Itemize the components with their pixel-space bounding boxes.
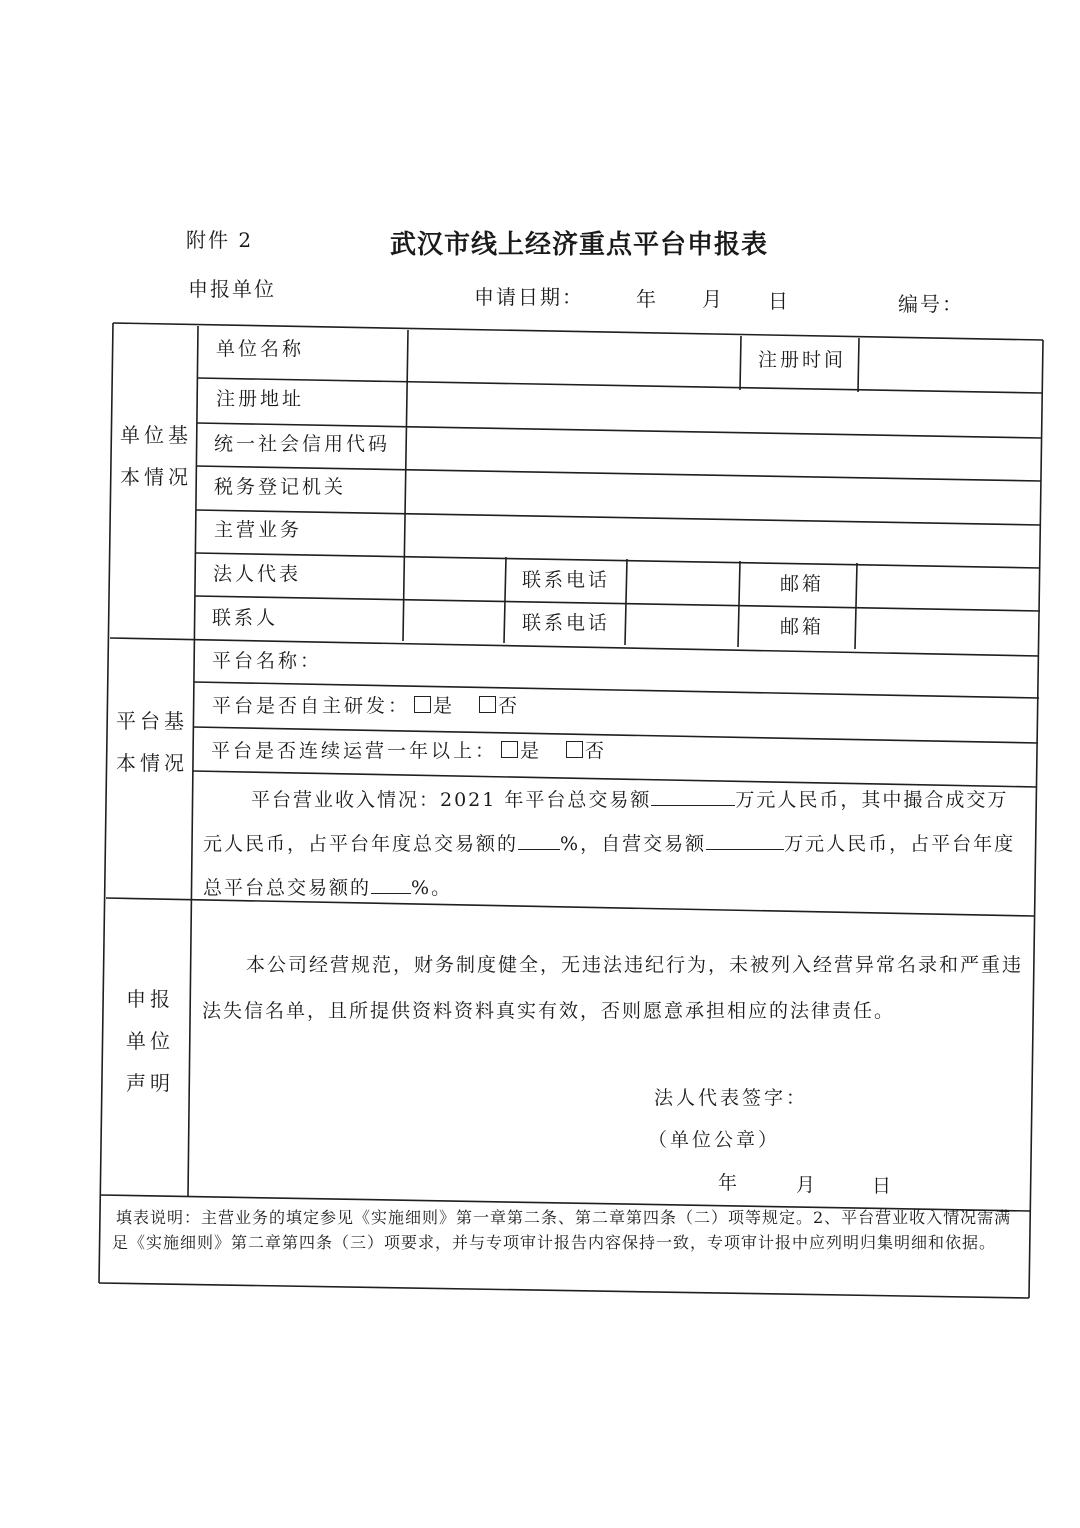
self-dev-no-label: 否 — [498, 695, 521, 717]
revenue-paragraph — [203, 778, 1029, 910]
legal-rep-field[interactable] — [408, 561, 502, 601]
self-dev-label: 平台是否自主研发： — [212, 695, 411, 717]
legal-rep-phone-field[interactable] — [630, 564, 736, 604]
contact-phone-field[interactable] — [629, 607, 735, 647]
signature-label: 法人代表签字： — [654, 1087, 809, 1109]
section-unit-info: 单位基本情况 — [120, 423, 192, 489]
matching-ratio-blank[interactable] — [518, 831, 560, 850]
revenue-text-2: 万元人民币，其中撮合成交 — [735, 789, 988, 811]
platform-name-label: 平台名称： — [212, 650, 323, 672]
apply-day-label: 日 — [768, 289, 790, 313]
tax-office-field[interactable] — [409, 474, 1037, 516]
apply-month-label: 月 — [702, 287, 724, 311]
serial-number-label: 编号： — [898, 292, 964, 316]
main-business-label: 主营业务 — [214, 519, 303, 541]
register-time-field[interactable] — [864, 344, 1038, 390]
attachment-label: 附件 2 — [186, 228, 254, 252]
applicant-unit-label: 申报单位 — [188, 277, 276, 301]
contact-email-field[interactable] — [859, 610, 1035, 650]
revenue-text-1: 平台营业收入情况：2021 年平台总交易额 — [251, 789, 652, 811]
register-address-field[interactable] — [410, 386, 1038, 428]
contact-field[interactable] — [407, 604, 501, 644]
tax-office-label: 税务登记机关 — [214, 476, 347, 498]
unit-name-field[interactable] — [412, 334, 736, 384]
apply-date-label: 申请日期： — [474, 285, 584, 309]
revenue-text-7: %。 — [411, 877, 453, 899]
legal-rep-phone-label: 联系电话 — [522, 569, 611, 591]
operation-no-checkbox[interactable] — [566, 741, 583, 758]
legal-rep-email-field[interactable] — [860, 567, 1036, 607]
legal-rep-email-label: 邮箱 — [780, 573, 825, 595]
self-dev-yes-checkbox[interactable] — [414, 696, 431, 713]
self-dev-no-checkbox[interactable] — [479, 696, 496, 713]
operation-question — [211, 736, 607, 763]
self-dev-yes-label: 是 — [433, 695, 456, 717]
operation-yes-checkbox[interactable] — [501, 741, 518, 758]
section-declaration: 申报单位声明 — [126, 987, 174, 1095]
credit-code-label: 统一社会信用代码 — [214, 433, 391, 455]
self-dev-question — [212, 691, 520, 718]
contact-label: 联系人 — [212, 607, 279, 629]
revenue-text-4: %，自营交易额 — [560, 833, 707, 855]
operation-yes-label: 是 — [520, 740, 543, 762]
revenue-text-3: 万元人民币，占平台年度总交易额的 — [203, 789, 1009, 855]
register-address-label: 注册地址 — [216, 388, 305, 410]
contact-phone-label: 联系电话 — [522, 612, 611, 634]
legal-rep-label: 法人代表 — [213, 563, 302, 585]
register-time-label: 注册时间 — [758, 349, 847, 371]
platform-name-field[interactable] — [320, 646, 1034, 686]
unit-name-label: 单位名称 — [216, 338, 305, 360]
declaration-year-label: 年 — [718, 1172, 741, 1194]
declaration-month-label: 月 — [796, 1174, 819, 1196]
declaration-text: 本公司经营规范，财务制度健全，无违法违纪行为，未被列入经营异常名录和严重违法失信名单，且所提供资料资料真实有效，否则愿意承担相应的法律责任。 — [202, 954, 1024, 1022]
seal-label: （单位公章） — [648, 1129, 781, 1151]
apply-year-label: 年 — [636, 287, 658, 311]
main-business-field[interactable] — [409, 518, 1037, 560]
total-volume-blank[interactable] — [651, 787, 735, 806]
self-operated-volume-blank[interactable] — [706, 831, 784, 850]
declaration-day-label: 日 — [872, 1175, 895, 1197]
self-operated-ratio-blank[interactable] — [371, 875, 411, 894]
form-instructions: 填表说明：主营业务的填定参见《实施细则》第一章第二条、第二章第四条（二）项等规定。2、平台营业收入情况需满足《实施细则》第二章第四条（三）项要求，并与专项审计报告内容保持一致，专项审计报中应列明归集明细和依据。 — [112, 1208, 1012, 1252]
operation-no-label: 否 — [585, 740, 608, 762]
contact-email-label: 邮箱 — [780, 616, 825, 638]
revenue-text-5: 万元人民币，占平台年 — [784, 833, 995, 855]
revenue-text-6: 度总平台总交易额的 — [203, 833, 1016, 899]
form-title: 武汉市线上经济重点平台申报表 — [390, 230, 769, 260]
operation-label: 平台是否连续运营一年以上： — [211, 740, 498, 762]
credit-code-field[interactable] — [410, 431, 1038, 473]
section-platform-info: 平台基本情况 — [116, 709, 188, 775]
